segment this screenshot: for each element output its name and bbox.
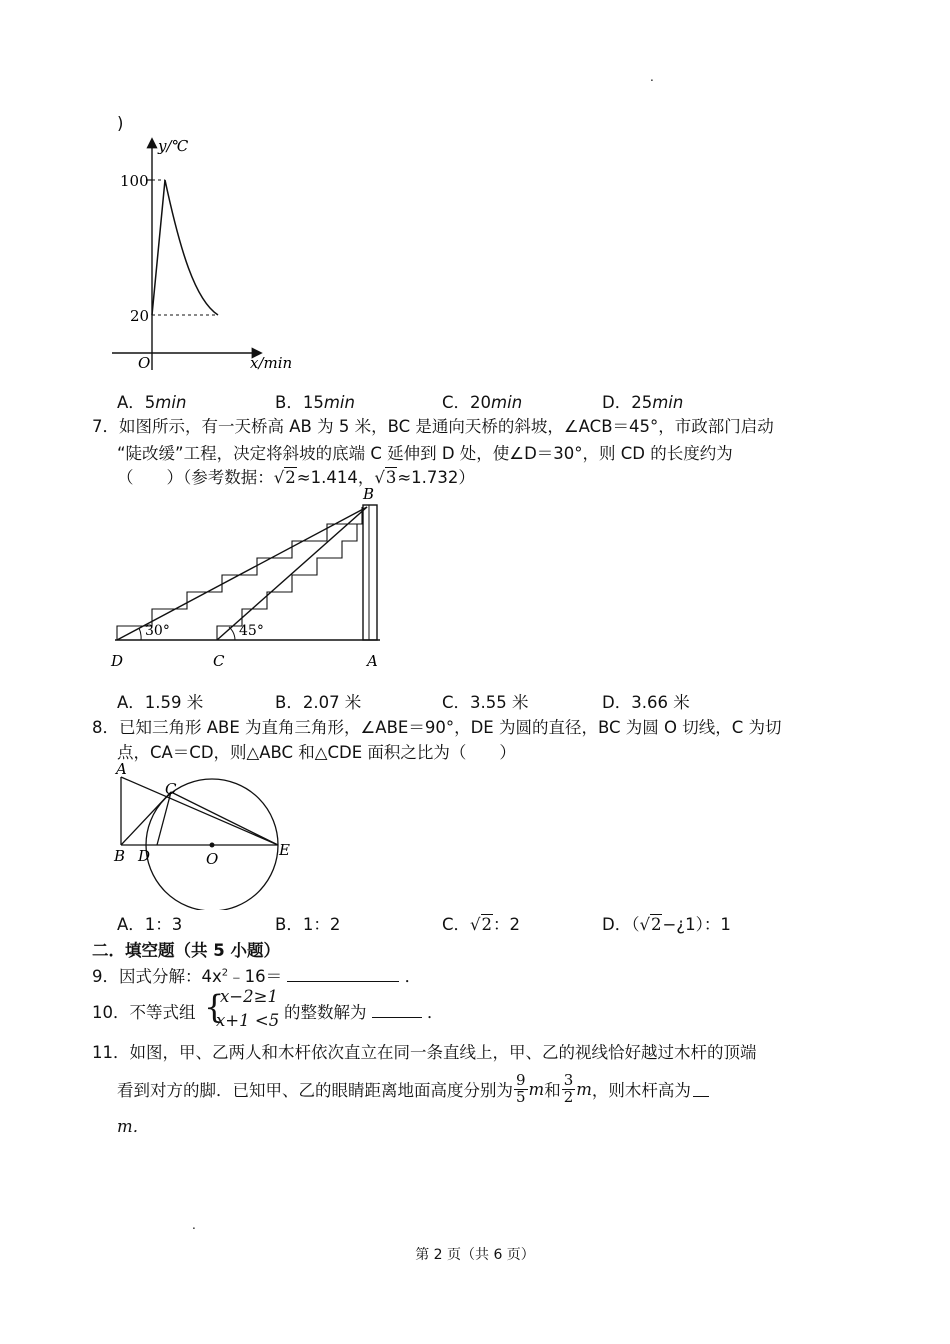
q6-tick-100: 100 (120, 172, 149, 190)
q11-fraction-1: $\frac{9}{5}$ (516, 1070, 526, 1106)
q7-option-d[interactable]: D．3.66 米 (602, 693, 690, 712)
q7-angle-30: 30° (145, 623, 170, 639)
q8-label-b: B (114, 847, 126, 865)
q7-option-a[interactable]: A．1.59 米 (117, 693, 204, 712)
q7-label-d: D (111, 652, 124, 670)
q8-line-2: 点，CA＝CD，则△ABC 和△CDE 面积之比为（ ） (117, 743, 516, 762)
q7-bridge-pillar (363, 505, 377, 640)
q8-label-e: E (279, 841, 290, 859)
q7-figure (105, 483, 395, 673)
q8-line-1: 8．已知三角形 ABE 为直角三角形，∠ABE＝90°，DE 为圆的直径，BC 为圆 O 切线，C 为切 (92, 718, 782, 737)
q9-answer-blank[interactable] (287, 967, 399, 982)
q8-label-a: A (116, 760, 127, 778)
q10-brace: { (204, 988, 225, 1026)
q6-origin: O (138, 354, 151, 372)
section-2-title: 二．填空题（共 5 小题） (92, 941, 280, 960)
q6-paren-close: ) (117, 114, 124, 133)
q8-option-a[interactable]: A．1：3 (117, 915, 183, 934)
q7-line-2: “陡改缓”工程，决定将斜坡的底端 C 延伸到 D 处，使∠D＝30°，则 CD 的长度约为 (117, 444, 733, 463)
top-mark: . (650, 70, 654, 84)
q7-label-b: B (363, 485, 375, 503)
q6-y-label: y/℃ (158, 137, 189, 155)
q10-row-1: x−2≥1 (220, 987, 278, 1006)
q8-label-o: O (206, 850, 219, 868)
q11-answer-blank[interactable] (693, 1082, 709, 1097)
q7-line-3: （ ）（参考数据：√2≈1.414，√3≈1.732） (117, 468, 475, 487)
q8-center-dot (210, 843, 215, 848)
q8-label-c: C (165, 780, 177, 798)
q6-option-d[interactable]: D．25min (602, 393, 684, 412)
q10-row-2: x+1 <5 (216, 1011, 280, 1030)
q6-option-a[interactable]: A．5min (117, 393, 187, 412)
q10-suffix: 的整数解为 ． (284, 1003, 444, 1022)
q8-figure (108, 760, 298, 910)
q6-graph (100, 130, 310, 378)
q8-label-d: D (138, 847, 151, 865)
q8-option-c[interactable]: C．√2：2 (442, 915, 521, 934)
q11-fraction-2: $\frac{3}{2}$ (563, 1070, 574, 1106)
q8-side-ae (121, 777, 278, 845)
q11-line-2: 看到对方的脚．已知甲、乙的眼睛距离地面高度分别为 $\frac{9}{5}$ m 和 $\frac{3}{2}$ m ，则木杆高为 (117, 1065, 709, 1113)
q7-option-b[interactable]: B．2.07 米 (275, 693, 362, 712)
q7-line-1: 7．如图所示，有一天桥高 AB 为 5 米，BC 是通向天桥的斜坡，∠ACB＝45°，市政部门启动 (92, 417, 774, 436)
q7-label-a: A (367, 652, 378, 670)
q7-angle-45: 45° (239, 623, 264, 639)
q6-tick-20: 20 (130, 307, 150, 325)
page-footer: 第 2 页（共 6 页） (415, 1247, 535, 1263)
q8-option-b[interactable]: B．1：2 (275, 915, 341, 934)
q8-segment-ce (171, 792, 278, 845)
q10-prefix: 10．不等式组 (92, 1003, 196, 1022)
q7-option-c[interactable]: C．3.55 米 (442, 693, 529, 712)
q10-answer-blank[interactable] (372, 1003, 422, 1018)
q8-option-d[interactable]: D．（√2−¿1）：1 (602, 915, 731, 934)
q7-label-c: C (213, 652, 225, 670)
bottom-mark: . (192, 1218, 196, 1232)
q9-line: 9．因式分解：$4x^2﹣16=$ ． (92, 967, 422, 986)
q7-slope-c (217, 507, 367, 640)
q11-line-3: m． (117, 1117, 150, 1136)
q6-option-c[interactable]: C．20min (442, 393, 523, 412)
q6-x-label: x/min (250, 354, 293, 372)
q6-option-b[interactable]: B．15min (275, 393, 355, 412)
q11-line-1: 11．如图，甲、乙两人和木杆依次直立在同一条直线上，甲、乙的视线恰好越过木杆的顶端 (92, 1043, 757, 1062)
q6-temp-curve (152, 180, 218, 315)
q7-stairs-lower (217, 524, 357, 640)
